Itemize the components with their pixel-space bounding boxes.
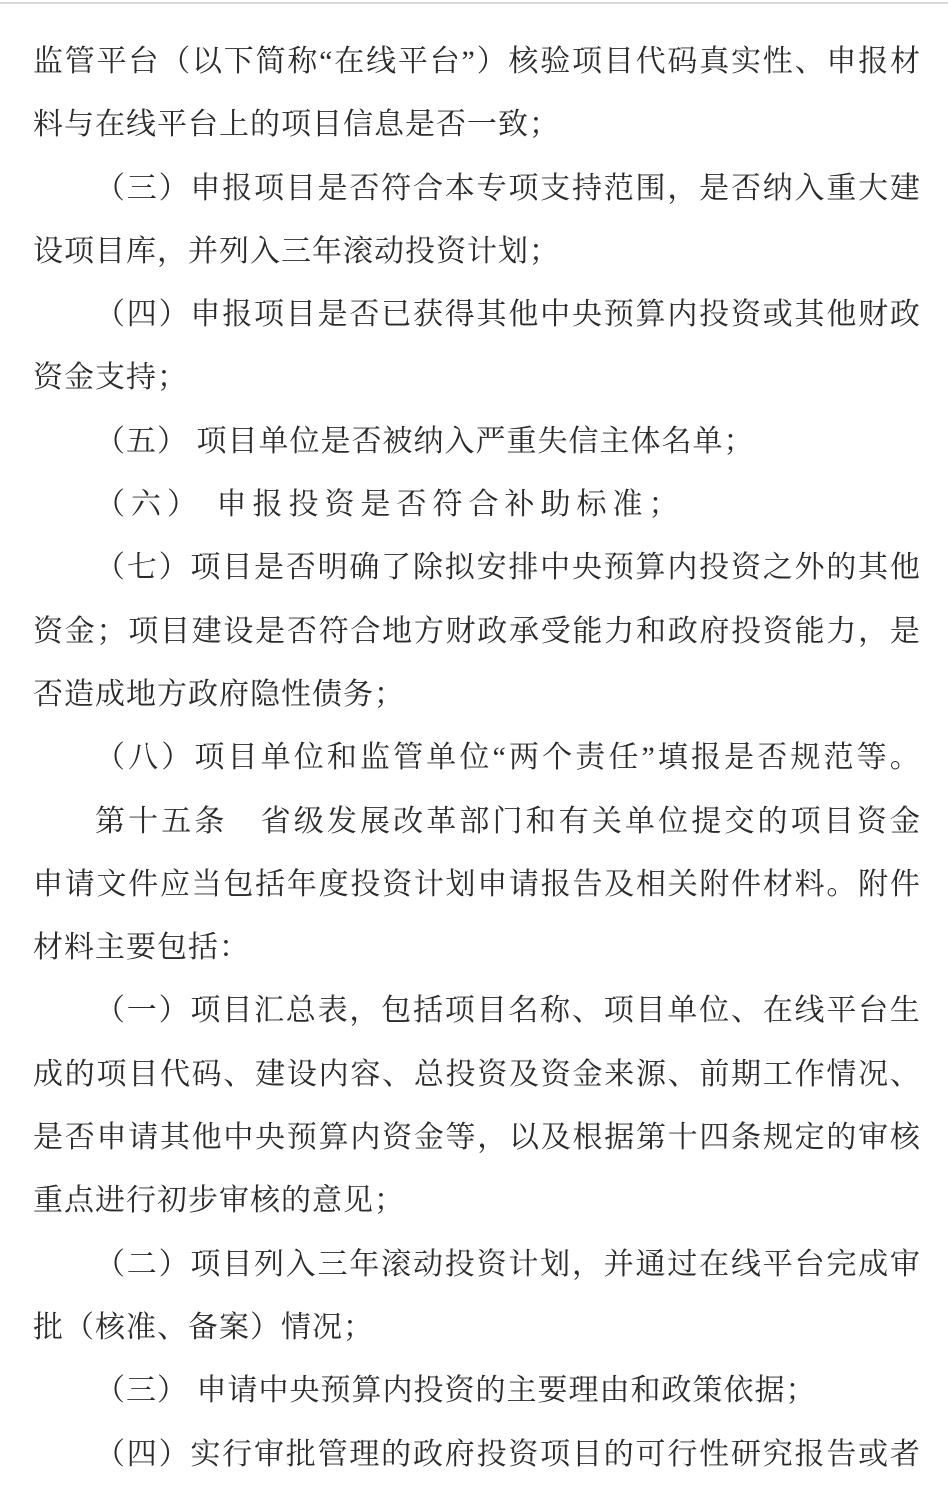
text-line: 第 十 五 条 省 级 发 展 改 革 部 门 和 有 关 单 位 提 交 的 项 目 资 金 <box>95 804 920 838</box>
text-line: 监 管 平 台 （ 以 下 简 称 “ 在 线 平 台 ” ） 核 验 项 目 代 码 真 实 性 、 申 报 材 <box>33 45 920 78</box>
page-top-edge-line <box>0 2 948 4</box>
text-line: 材料主要包括： <box>33 931 250 965</box>
text-line: 否造成地方政府隐性债务； <box>33 677 405 711</box>
text-line: （ 四 ） 申 报 项 目 是 否 已 获 得 其 他 中 央 预 算 内 投 资 或 其 他 财 政 <box>95 298 920 332</box>
text-line: （五） 项目单位是否被纳入严重失信主体名单； <box>95 424 755 458</box>
text-line: 料与在线平台上的项目信息是否一致； <box>33 108 560 142</box>
text-line: 资 金 ； 项 目 建 设 是 否 符 合 地 方 财 政 承 受 能 力 和 政 府 投 资 能 力 ， 是 <box>33 614 920 648</box>
text-line: 申 请 文 件 应 当 包 括 年 度 投 资 计 划 申 请 报 告 及 相 关 附 件 材 料 。 附 件 <box>33 867 920 901</box>
text-line: （ 三 ） 申 报 项 目 是 否 符 合 本 专 项 支 持 范 围 ， 是 否 纳 入 重 大 建 <box>95 171 920 205</box>
text-line: （六） 申报投资是否符合补助标准； <box>95 488 685 522</box>
text-line: 设项目库，并列入三年滚动投资计划； <box>33 234 560 268</box>
text-line: 资金支持； <box>33 361 188 395</box>
text-line: （ 一 ） 项 目 汇 总 表 ， 包 括 项 目 名 称 、 项 目 单 位 、 在 线 平 台 生 <box>95 994 920 1028</box>
text-line: （ 八 ） 项 目 单 位 和 监 管 单 位 “ 两 个 责 任 ” 填 报 是 否 规 范 等 。 <box>95 741 920 775</box>
text-line: （三） 申请中央预算内投资的主要理由和政策依据； <box>95 1374 817 1408</box>
text-line: （ 二 ） 项 目 列 入 三 年 滚 动 投 资 计 划 ， 并 通 过 在 线 平 台 完 成 审 <box>95 1247 920 1281</box>
text-line: 是 否 申 请 其 他 中 央 预 算 内 资 金 等 ， 以 及 根 据 第 十 四 条 规 定 的 审 核 <box>33 1121 920 1155</box>
text-line: （ 七 ） 项 目 是 否 明 确 了 除 拟 安 排 中 央 预 算 内 投 资 之 外 的 其 他 <box>95 551 920 585</box>
text-line: 成 的 项 目 代 码 、 建 设 内 容 、 总 投 资 及 资 金 来 源 、 前 期 工 作 情 况 、 <box>33 1057 920 1091</box>
document-body <box>33 30 920 1486</box>
text-line: 重点进行初步审核的意见； <box>33 1184 405 1218</box>
text-line: （ 四 ） 实 行 审 批 管 理 的 政 府 投 资 项 目 的 可 行 性 研 究 报 告 或 者 <box>95 1437 920 1471</box>
text-line: 批（核准、备案）情况； <box>33 1310 374 1344</box>
